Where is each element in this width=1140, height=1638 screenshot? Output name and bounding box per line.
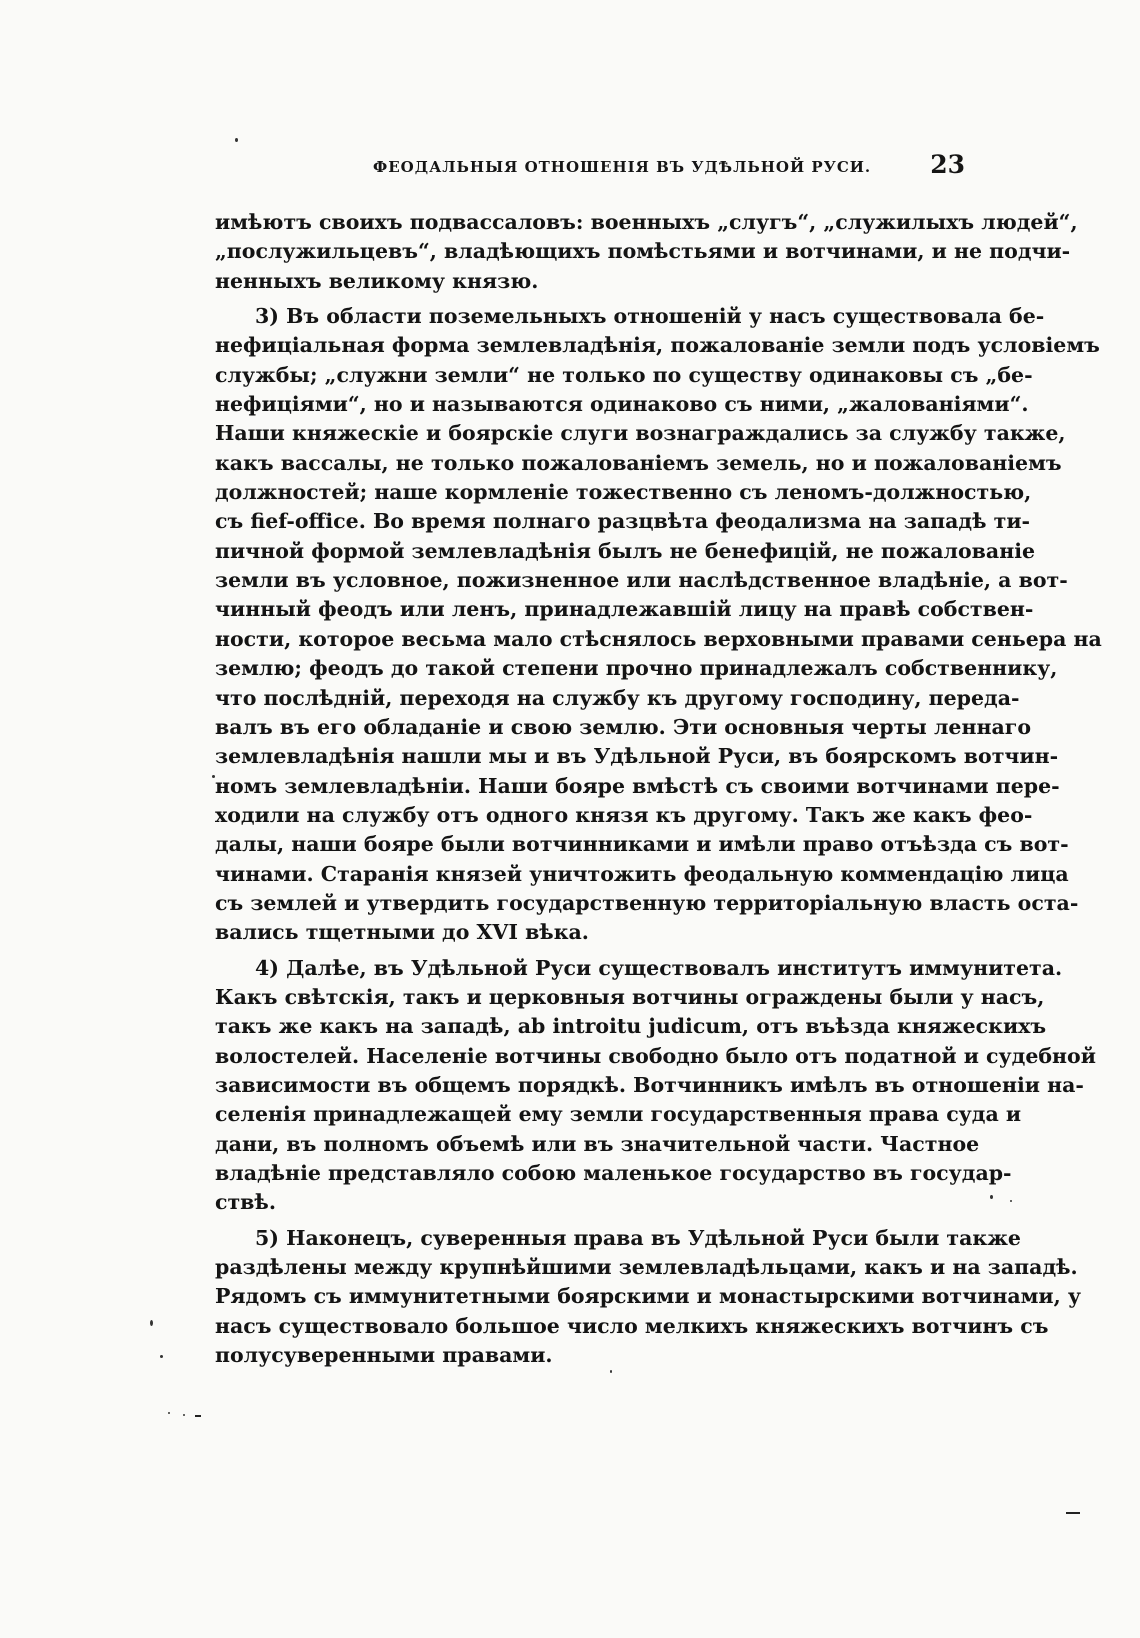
- text-line: полусуверенными правами.: [215, 1343, 553, 1368]
- text-line: какъ вассалы, не только пожалованіемъ земель, но и пожалованіемъ: [215, 450, 1062, 475]
- text-line: службы; „служни земли“ не только по существу одинаковы съ „бе-: [215, 362, 1033, 387]
- text-line: раздѣлены между крупнѣйшими землевладѣльцами, какъ и на западѣ.: [215, 1255, 1078, 1280]
- paragraph: [215, 208, 1078, 296]
- scan-speck: [183, 1414, 185, 1416]
- text-line: валъ въ его обладаніе и свою землю. Эти основныя черты леннаго: [215, 714, 1032, 739]
- scan-speck: [212, 775, 215, 778]
- text-line: съ fief-office. Во время полнаго разцвѣта феодализма на западѣ ти-: [215, 509, 1031, 534]
- body-text: [215, 208, 1102, 1370]
- text-line: Рядомъ съ иммунитетными боярскими и монастырскими вотчинами, у: [215, 1284, 1082, 1309]
- text-line: Какъ свѣтскія, такъ и церковныя вотчины ограждены были у насъ,: [215, 984, 1045, 1009]
- text-line: ствѣ.: [215, 1190, 276, 1215]
- text-line: землю; феодъ до такой степени прочно принадлежалъ собственнику,: [215, 656, 1058, 681]
- text-line: 5) Наконецъ, суверенныя права въ Удѣльной Руси были также: [255, 1225, 1021, 1250]
- scan-speck: [610, 1370, 612, 1373]
- page-number: 23: [930, 150, 965, 179]
- text-line: пичной формой землевладѣнія былъ не бенефицій, не пожалованіе: [215, 538, 1036, 563]
- scan-speck: [1010, 1200, 1012, 1202]
- text-line: землевладѣнія нашли мы и въ Удѣльной Руси, въ боярскомъ вотчин-: [215, 744, 1059, 769]
- text-line: зависимости въ общемъ порядкѣ. Вотчинникъ имѣлъ въ отношеніи на-: [215, 1072, 1084, 1097]
- paragraph: [215, 302, 1102, 948]
- text-line: 4) Далѣе, въ Удѣльной Руси существовалъ институтъ иммунитета.: [255, 955, 1063, 980]
- scan-speck: [168, 1412, 170, 1414]
- running-title: ФЕОДАЛЬНЫЯ ОТНОШЕНІЯ ВЪ УДѢЛЬНОЙ РУСИ.: [373, 158, 872, 176]
- text-line: „послужильцевъ“, владѣющихъ помѣстьями и вотчинами, и не подчи-: [215, 239, 1071, 264]
- paragraph: [215, 954, 1096, 1218]
- text-line: Наши княжескіе и боярскіе слуги вознаграждались за службу также,: [215, 421, 1066, 446]
- text-line: должностей; наше кормленіе тожественно съ леномъ-должностью,: [215, 480, 1032, 505]
- text-line: вались тщетными до XVI вѣка.: [215, 920, 589, 945]
- scan-speck: [235, 138, 238, 142]
- text-line: номъ землевладѣніи. Наши бояре вмѣстѣ съ своими вотчинами пере-: [215, 773, 1060, 798]
- text-line: дани, въ полномъ объемѣ или въ значительной части. Частное: [215, 1131, 980, 1156]
- text-line: владѣніе представляло собою маленькое государство въ государ-: [215, 1161, 1012, 1185]
- text-line: чинный феодъ или ленъ, принадлежавшій лицу на правѣ собствен-: [215, 597, 1034, 622]
- scan-speck: [160, 1355, 163, 1358]
- text-line: имѣютъ своихъ подвассаловъ: военныхъ „слугъ“, „служилыхъ людей“,: [215, 210, 1078, 234]
- text-line: ности, которое весьма мало стѣснялось верховными правами сеньера на: [215, 626, 1102, 651]
- text-line: ненныхъ великому князю.: [215, 268, 539, 293]
- text-line: земли въ условное, пожизненное или наслѣдственное владѣніе, а вот-: [215, 568, 1068, 593]
- scan-mark: [1066, 1512, 1080, 1514]
- text-line: далы, наши бояре были вотчинниками и имѣли право отъѣзда съ вот-: [215, 832, 1069, 857]
- paragraph: [215, 1224, 1082, 1371]
- text-line: такъ же какъ на западѣ, ab introitu judicum, отъ въѣзда княжескихъ: [215, 1014, 1047, 1039]
- text-line: насъ существовало большое число мелкихъ княжескихъ вотчинъ съ: [215, 1313, 1049, 1338]
- text-line: 3) Въ области поземельныхъ отношеній у насъ существовала бе-: [255, 304, 1045, 329]
- text-line: волостелей. Населеніе вотчины свободно было отъ податной и судебной: [215, 1043, 1096, 1068]
- text-line: ходили на службу отъ одного князя къ другому. Такъ же какъ фео-: [215, 802, 1033, 827]
- text-line: чинами. Старанія князей уничтожить феодальную коммендацію лица: [215, 861, 1069, 886]
- scan-speck: [990, 1195, 993, 1199]
- text-line: селенія принадлежащей ему земли государственныя права суда и: [215, 1102, 1022, 1127]
- scan-speck: [150, 1320, 153, 1326]
- text-line: нефиціями“, но и называются одинаково съ ними, „жалованіями“.: [215, 392, 1029, 417]
- text-line: что послѣдній, переходя на службу къ другому господину, переда-: [215, 685, 1020, 710]
- page-header: [215, 150, 965, 186]
- scan-mark: [195, 1415, 201, 1417]
- text-line: нефиціальная форма землевладѣнія, пожалованіе земли подъ условіемъ: [215, 333, 1100, 358]
- text-line: съ землей и утвердить государственную территоріальную власть оста-: [215, 890, 1079, 915]
